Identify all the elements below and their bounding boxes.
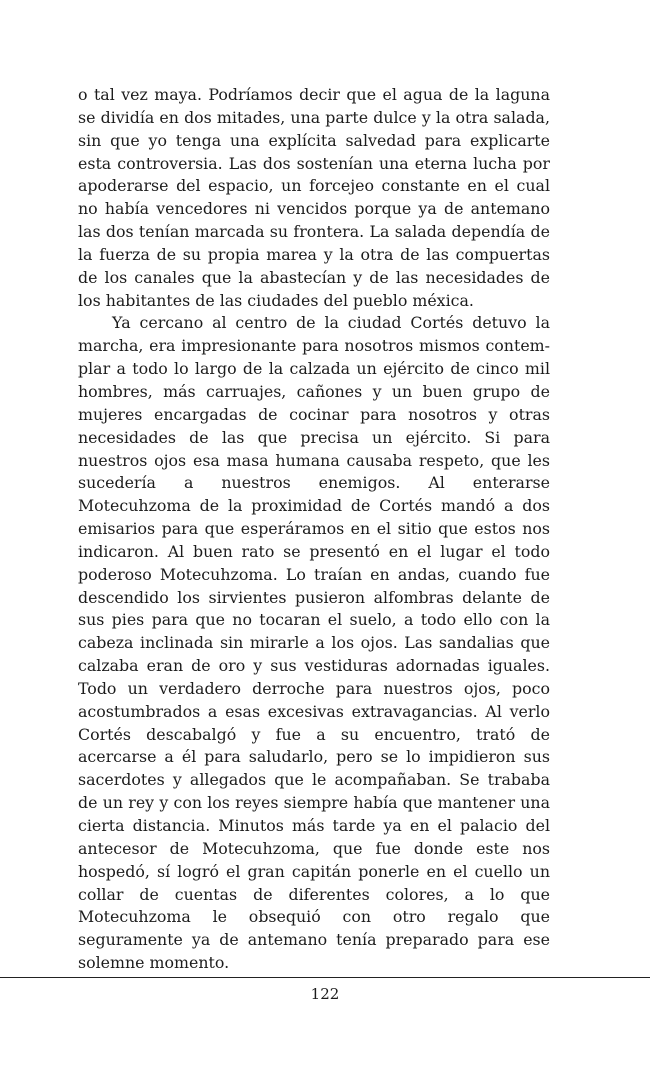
paragraph-2: Ya cercano al centro de la ciudad Cortés detuvo la marcha, era impresionante para nosotros mismos contemplar a todo lo largo de la calzada un ejército de cinco mil hombres, más carruajes, cañones y un buen grupo de mujeres encargadas de cocinar para nosotros y otras necesidades de las que precisa un ejército. Si para nuestros ojos esa masa humana causaba respeto, que les sucedería a nuestros enemigos. Al enterarse Motecuhzoma de la proximidad de Cortés mandó a dos emisarios para que esperáramos en el sitio que estos nos indicaron. Al buen rato se presentó en el lugar el todo poderoso Motecuhzoma. Lo traían en andas, cuando fue descendido los sirvientes pusieron alfombras delante de sus pies para que no tocaran el suelo, a todo ello con la cabeza inclinada sin mirarle a los ojos. Las sandalias que calzaba eran de oro y sus vestiduras adornadas iguales. Todo un verdadero derroche para nuestros ojos, poco acostumbrados a esas excesivas extravagancias. Al verlo Cortés descabalgó y fue a su encuentro, trató de acercarse a él para saludarlo, pero se lo impidieron sus sacerdotes y allegados que le acompañaban. Se trababa de un rey y con los reyes siempre había que mantener una cierta distancia. Minutos más tarde ya en el palacio del antecesor de Motecuhzoma, que fue donde este nos hospedó, sí logró el gran capitán ponerle en el cuello un collar de cuentas de diferentes colores, a lo que Motecuhzoma le obsequió con otro regalo que seguramente ya de antemano tenía preparado para ese solemne momento.: [78, 313, 550, 973]
footer-rule: [0, 977, 650, 978]
page-number: 122: [310, 985, 340, 1003]
body-text: [78, 84, 550, 975]
paragraph-1: o tal vez maya. Podríamos decir que el agua de la laguna se dividía en dos mitades, una parte dulce y la otra salada, sin que yo tenga una explícita salvedad para explicarte esta controversia. Las dos sostenían una eterna lucha por apoderarse del espacio, un forcejeo constante en el cual no había vencedores ni vencidos porque ya de antemano las dos tenían marcada su frontera. La salada dependía de la fuerza de su propia marea y la otra de las compuertas de los canales que la abastecían y de las necesidades de los habitantes de las ciudades del pueblo méxica.: [78, 85, 550, 310]
